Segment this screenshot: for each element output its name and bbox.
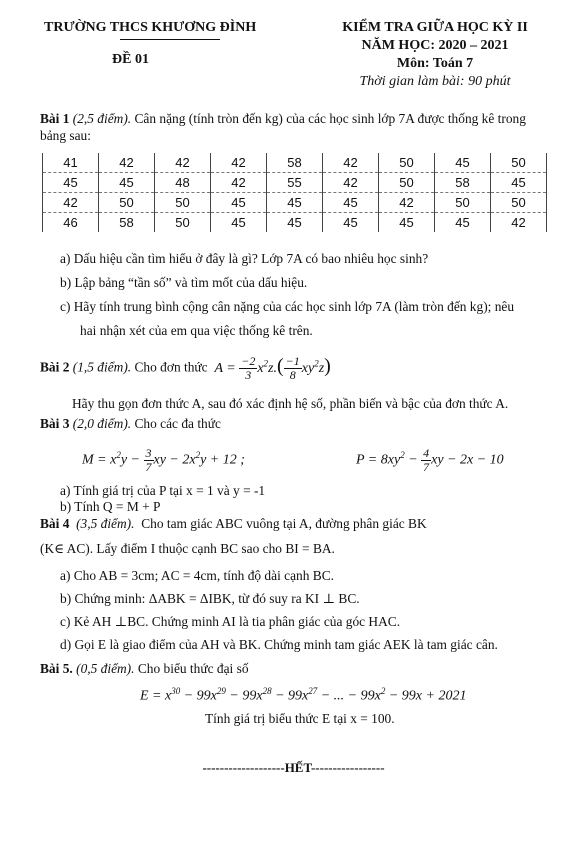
table-row — [43, 173, 547, 193]
bai1-c-line2: hai nhận xét của em qua việc thống kê trên. — [80, 323, 313, 338]
table-cell: 58 — [435, 173, 491, 193]
bai3-intro: Bài 3 (2,0 điểm). Cho các đa thức — [40, 416, 221, 431]
table-cell: 42 — [379, 193, 435, 213]
table-cell: 45 — [435, 213, 491, 233]
table-row — [43, 213, 547, 233]
weight-table — [42, 153, 547, 232]
bai3-a: a) Tính giá trị của P tại x = 1 và y = -1 — [60, 483, 266, 498]
table-cell: 50 — [379, 153, 435, 173]
table-cell: 46 — [43, 213, 99, 233]
bai4-intro: Bài 4 (3,5 điểm). Cho tam giác ABC vuông tại A, đường phân giác BK — [40, 516, 427, 531]
exam-title: KIỂM TRA GIỮA HỌC KỲ II — [342, 20, 528, 35]
polynomial-M: $M = x^2y$ − $\frac{3}{7}$ xy − $2x^2y + 12$ ; — [82, 445, 245, 474]
table-cell: 42 — [323, 173, 379, 193]
table-cell: 45 — [267, 193, 323, 213]
table-cell: 42 — [99, 153, 155, 173]
time-limit: Thời gian làm bài: 90 phút — [359, 74, 511, 89]
bai2-intro: Bài 2 (1,5 điểm). Cho đơn thức A = $\frac{-2}{3}$ $x^2z$.( $\frac{-1}{8}$ $xy^2z$) — [40, 353, 331, 382]
table-cell: 42 — [211, 173, 267, 193]
table-cell: 42 — [491, 213, 547, 233]
table-cell: 50 — [435, 193, 491, 213]
monomial-A: A = $\frac{-2}{3}$ $x^2z$.( $\frac{-1}{8}$ $xy^2z$) — [210, 353, 331, 382]
table-row — [43, 193, 547, 213]
table-cell: 50 — [491, 193, 547, 213]
bai4-a: a) Cho AB = 3cm; AC = 4cm, tính độ dài cạnh BC. — [60, 568, 334, 583]
table-cell: 50 — [491, 153, 547, 173]
bai4-intro2: (K∈ AC). Lấy điểm I thuộc cạnh BC sao cho BI = BA. — [40, 541, 335, 556]
table-cell: 45 — [323, 213, 379, 233]
table-cell: 58 — [267, 153, 323, 173]
end-marker: -------------------HẾT----------------- — [202, 760, 385, 775]
bai5-task: Tính giá trị biểu thức E tại x = 100. — [205, 711, 395, 726]
school-name: TRƯỜNG THCS KHƯƠNG ĐÌNH — [44, 20, 257, 35]
table-cell: 45 — [211, 213, 267, 233]
subject: Môn: Toán 7 — [396, 56, 474, 71]
bai4-d: d) Gọi E là giao điểm của AH và BK. Chứng minh tam giác AEK là tam giác cân. — [60, 637, 498, 652]
exam-code: ĐỀ 01 — [112, 52, 149, 67]
table-cell: 42 — [43, 193, 99, 213]
expression-E: $E = x^{30} - 99x^{29} - 99x^{28} - 99x^{27}$ − ... − $99x^2 - 99x + 2021$ — [140, 686, 467, 704]
table-cell: 42 — [211, 153, 267, 173]
bai4-c: c) Kẻ AH ⊥BC. Chứng minh AI là tia phân giác của góc HAC. — [60, 614, 401, 629]
bai1-a: a) Dấu hiệu cần tìm hiểu ở đây là gì? Lớp 7A có bao nhiêu học sinh? — [60, 251, 429, 266]
bai5-intro: Bài 5. (0,5 điểm). Cho biểu thức đại số — [40, 661, 249, 676]
header-underline — [120, 39, 220, 40]
bai3-b: b) Tính Q = M + P — [60, 499, 161, 514]
table-cell: 55 — [267, 173, 323, 193]
table-cell: 42 — [155, 153, 211, 173]
bai1-intro: Bài 1 (2,5 điểm). Cân nặng (tính tròn đến kg) của các học sinh lớp 7A được thống kê trong bảng sau: — [40, 111, 526, 143]
table-cell: 50 — [379, 173, 435, 193]
polynomial-P: $P = 8xy^2$ − $\frac{4}{7}$ xy − 2x − 10 — [356, 445, 504, 474]
table-cell: 45 — [43, 173, 99, 193]
bai1-b: b) Lập bảng “tần số” và tìm mốt của dấu hiệu. — [60, 275, 308, 290]
table-cell: 45 — [435, 153, 491, 173]
table-row — [43, 153, 547, 173]
table-cell: 45 — [379, 213, 435, 233]
table-cell: 42 — [323, 153, 379, 173]
school-year: NĂM HỌC: 2020 – 2021 — [361, 38, 509, 53]
table-cell: 58 — [99, 213, 155, 233]
bai2-task: Hãy thu gọn đơn thức A, sau đó xác định hệ số, phần biến và bậc của đơn thức A. — [72, 396, 509, 411]
table-cell: 48 — [155, 173, 211, 193]
table-cell: 50 — [155, 193, 211, 213]
table-cell: 50 — [99, 193, 155, 213]
table-cell: 45 — [267, 213, 323, 233]
table-cell: 45 — [491, 173, 547, 193]
table-cell: 50 — [155, 213, 211, 233]
bai4-b: b) Chứng minh: ΔABK = ΔIBK, từ đó suy ra KI ⊥ BC. — [60, 591, 360, 606]
table-cell: 45 — [211, 193, 267, 213]
table-cell: 45 — [99, 173, 155, 193]
table-cell: 45 — [323, 193, 379, 213]
bai1-c-line1: c) Hãy tính trung bình cộng cân nặng của các học sinh lớp 7A (làm tròn đến kg); nêu — [60, 299, 515, 314]
table-cell: 41 — [43, 153, 99, 173]
